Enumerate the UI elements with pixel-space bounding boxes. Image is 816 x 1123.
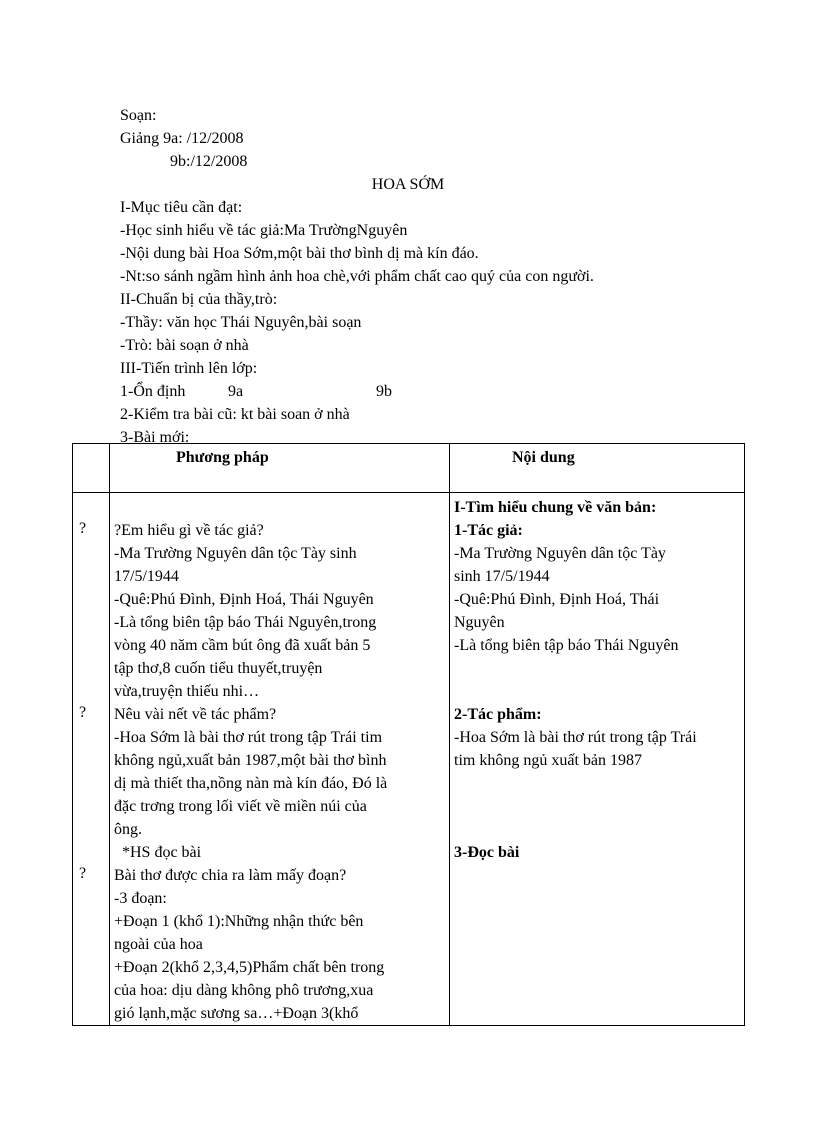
old-lesson-check: 2-Kiểm tra bài cũ: kt bài soan ở nhà [120, 406, 350, 423]
preparation-student: -Trò: bài soạn ở nhà [120, 337, 249, 354]
content-header: Nội dung [512, 449, 575, 466]
on-dinh-9b: 9b [376, 383, 392, 400]
content-line: Nguyên [454, 614, 505, 631]
table-header-row [73, 444, 745, 493]
objective-author: -Học sinh hiểu về tác giả:Ma TrườngNguyên [120, 222, 408, 239]
table-body-row [73, 493, 745, 1026]
method-lines [110, 493, 449, 1025]
method-line: vòng 40 năm cầm bút ông đã xuất bản 5 [114, 637, 371, 654]
content-spacer [454, 818, 740, 841]
method-line: ông. [114, 821, 142, 838]
method-line: Nêu vài nết về tác phẩm? [114, 706, 277, 723]
method-line: -Hoa Sớm là bài thơ rút trong tập Trái tim [114, 729, 383, 746]
on-dinh-label: 1-Ổn định [120, 383, 186, 400]
question-mark: ? [79, 520, 87, 537]
method-line: dị mà thiết tha,nồng nàn mà kín đáo, Đó là [114, 775, 388, 792]
content-column [450, 493, 745, 1026]
content-spacer [454, 657, 740, 680]
content-section-heading: I-Tìm hiểu chung về văn bản: [454, 499, 657, 516]
content-author-heading: 1-Tác giả: [454, 522, 523, 539]
content-lines [450, 493, 744, 864]
question-mark: ? [79, 704, 87, 721]
preparation-teacher: -Thầy: văn học Thái Nguyên,bài soạn [120, 314, 362, 331]
method-line: đặc trơng trong lối viết về miền núi của [114, 798, 367, 815]
method-line: của hoa: dịu dàng không phô trương,xua [114, 982, 374, 999]
lesson-table [72, 443, 745, 1026]
content-line: -Ma Trường Nguyên dân tộc Tày [454, 545, 666, 562]
content-reading-heading: 3-Đọc bài [454, 844, 520, 861]
method-line: ngoài của hoa [114, 936, 203, 953]
objective-content: -Nội dung bài Hoa Sớm,một bài thơ bình dị mà kín đáo. [120, 245, 479, 262]
method-line: +Đoạn 2(khổ 2,3,4,5)Phẩm chất bên trong [114, 959, 385, 976]
method-line: gió lạnh,mặc sương sa…+Đoạn 3(khổ [114, 1005, 359, 1022]
method-line: -3 đoạn: [114, 890, 167, 907]
content-line: -Quê:Phú Đình, Định Hoá, Thái [454, 591, 660, 608]
method-line: +Đoạn 1 (khổ 1):Những nhận thức bên [114, 913, 364, 930]
mark-header-cell [73, 444, 110, 493]
giang-9a-line: Giảng 9a: /12/2008 [120, 130, 244, 147]
content-spacer [454, 680, 740, 703]
content-work-heading: 2-Tác phẩm: [454, 706, 542, 723]
method-line: Bài thơ được chia ra làm mấy đoạn? [114, 867, 347, 884]
method-line: ?Em hiểu gì về tác giả? [114, 522, 264, 539]
procedure-heading: III-Tiến trình lên lớp: [120, 360, 258, 377]
method-line: 17/5/1944 [114, 568, 179, 585]
content-line: sinh 17/5/1944 [454, 568, 550, 585]
content-line: tim không ngủ xuất bản 1987 [454, 752, 642, 769]
content-spacer [454, 772, 740, 795]
content-line: -Hoa Sớm là bài thơ rút trong tập Trái [454, 729, 697, 746]
method-line: -Quê:Phú Đình, Định Hoá, Thái Nguyên [114, 591, 374, 608]
giang-9b-line: 9b:/12/2008 [170, 153, 248, 170]
soan-label: Soạn: [120, 107, 157, 124]
mark-column [73, 493, 110, 1026]
content-header-cell [450, 444, 745, 493]
method-header-cell [110, 444, 450, 493]
question-mark: ? [79, 865, 87, 882]
objective-art: -Nt:so sánh ngầm hình ảnh hoa chè,với phẩm chất cao quý của con người. [120, 268, 594, 285]
method-line: không ngủ,xuất bản 1987,một bài thơ bình [114, 752, 387, 769]
method-line: -Là tổng biên tập báo Thái Nguyên,trong [114, 614, 377, 631]
method-line: tập thơ,8 cuốn tiểu thuyết,truyện [114, 660, 323, 677]
method-column [110, 493, 450, 1026]
method-line: vừa,truyện thiếu nhi… [114, 683, 260, 700]
on-dinh-9a: 9a [228, 383, 244, 400]
preparation-heading: II-Chuẩn bị của thầy,trò: [120, 291, 278, 308]
page-title: HOA SỚM [371, 176, 445, 193]
objectives-heading: I-Mục tiêu cần đạt: [120, 199, 243, 216]
method-header: Phương pháp [176, 449, 269, 466]
content-spacer [454, 795, 740, 818]
method-line: -Ma Trường Nguyên dân tộc Tày sinh [114, 545, 357, 562]
content-line: -Là tổng biên tập báo Thái Nguyên [454, 637, 679, 654]
method-line: *HS đọc bài [114, 844, 202, 861]
new-lesson-heading: 3-Bài mới: [120, 429, 190, 446]
